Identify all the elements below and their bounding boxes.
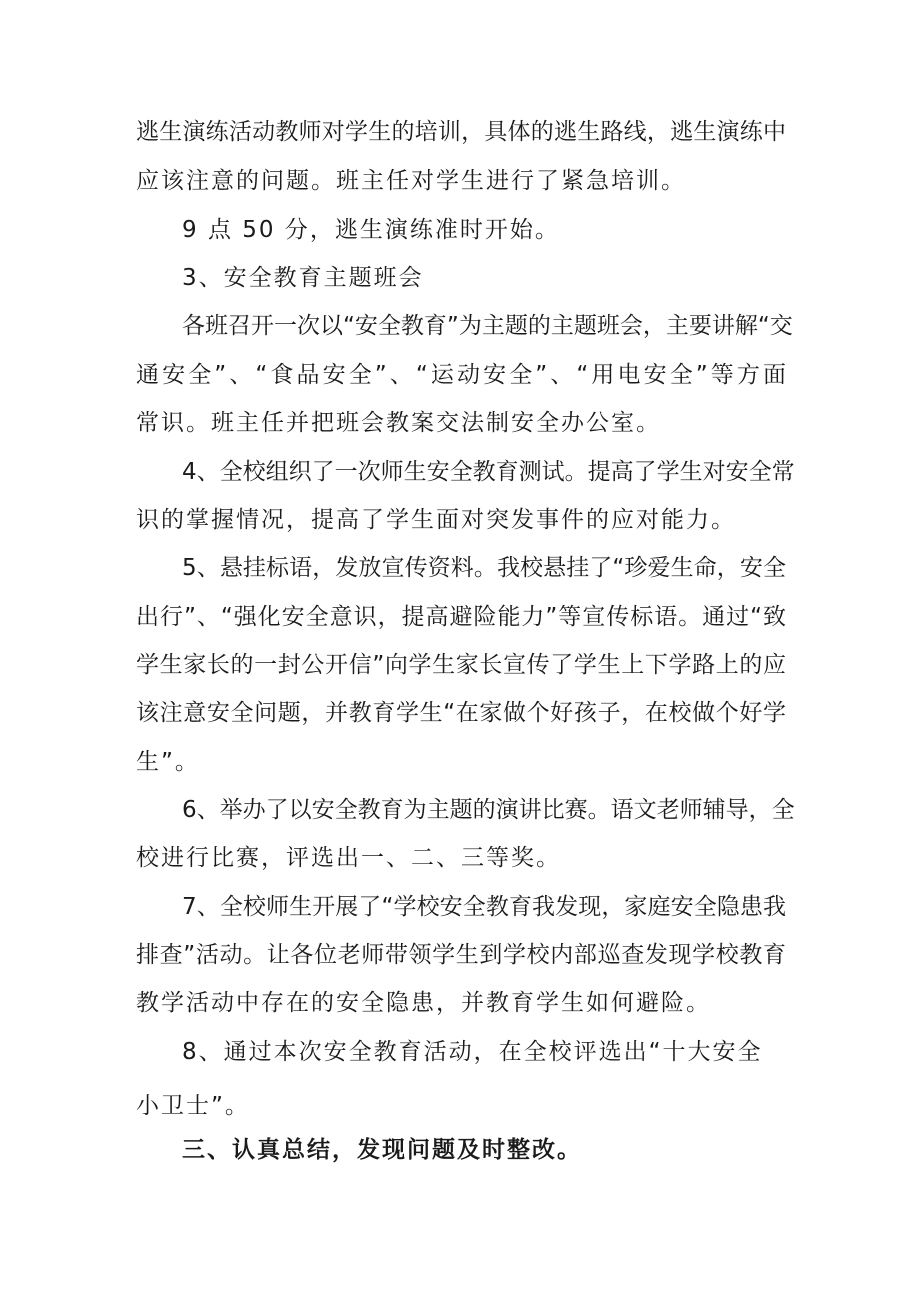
text-line: 9 点 50 分，逃生演练准时开始。 xyxy=(182,217,560,243)
text-line: 5、悬挂标语，发放宣传资料。我校悬挂了“珍爱生命，安全 xyxy=(182,555,786,581)
text-line: 各班召开一次以“安全教育”为主题的主题班会，主要讲解“交 xyxy=(182,313,793,339)
text-line: 常识。班主任并把班会教案交法制安全办公室。 xyxy=(136,410,661,436)
text-line: 6、举办了以安全教育为主题的演讲比赛。语文老师辅导，全 xyxy=(182,797,795,823)
section-heading: 三、认真总结，发现问题及时整改。 xyxy=(182,1137,582,1163)
text-line: 该注意安全问题，并教育学生“在家做个好孩子，在校做个好学 xyxy=(136,700,786,726)
text-line: 识的掌握情况，提高了学生面对突发事件的应对能力。 xyxy=(136,507,736,533)
text-line: 生”。 xyxy=(136,749,200,775)
text-line: 7、全校师生开展了“学校安全教育我发现，家庭安全隐患我 xyxy=(182,894,786,920)
text-line: 4、全校组织了一次师生安全教育测试。提高了学生对安全常 xyxy=(182,459,795,485)
text-line: 教学活动中存在的安全隐患，并教育学生如何避险。 xyxy=(136,990,711,1016)
text-line: 应该注意的问题。班主任对学生进行了紧急培训。 xyxy=(136,168,686,194)
text-line: 校进行比赛，评选出一、二、三等奖。 xyxy=(136,845,561,871)
section-heading: 3、安全教育主题班会 xyxy=(182,265,424,291)
text-line: 8、通过本次安全教育活动，在全校评选出“十大安全 xyxy=(182,1039,763,1065)
text-line: 学生家长的一封公开信”向学生家长宣传了学生上下学路上的应 xyxy=(136,652,786,678)
text-line: 通安全”、“食品安全”、“运动安全”、“用电安全”等方面 xyxy=(136,362,786,388)
text-line: 逃生演练活动教师对学生的培训，具体的逃生路线，逃生演练中 xyxy=(136,119,786,145)
text-line: 排查”活动。让各位老师带领学生到学校内部巡查发现学校教育 xyxy=(136,942,786,968)
text-line: 小卫士”。 xyxy=(136,1093,250,1119)
text-line: 出行”、“强化安全意识，提高避险能力”等宣传标语。通过“致 xyxy=(136,604,786,630)
